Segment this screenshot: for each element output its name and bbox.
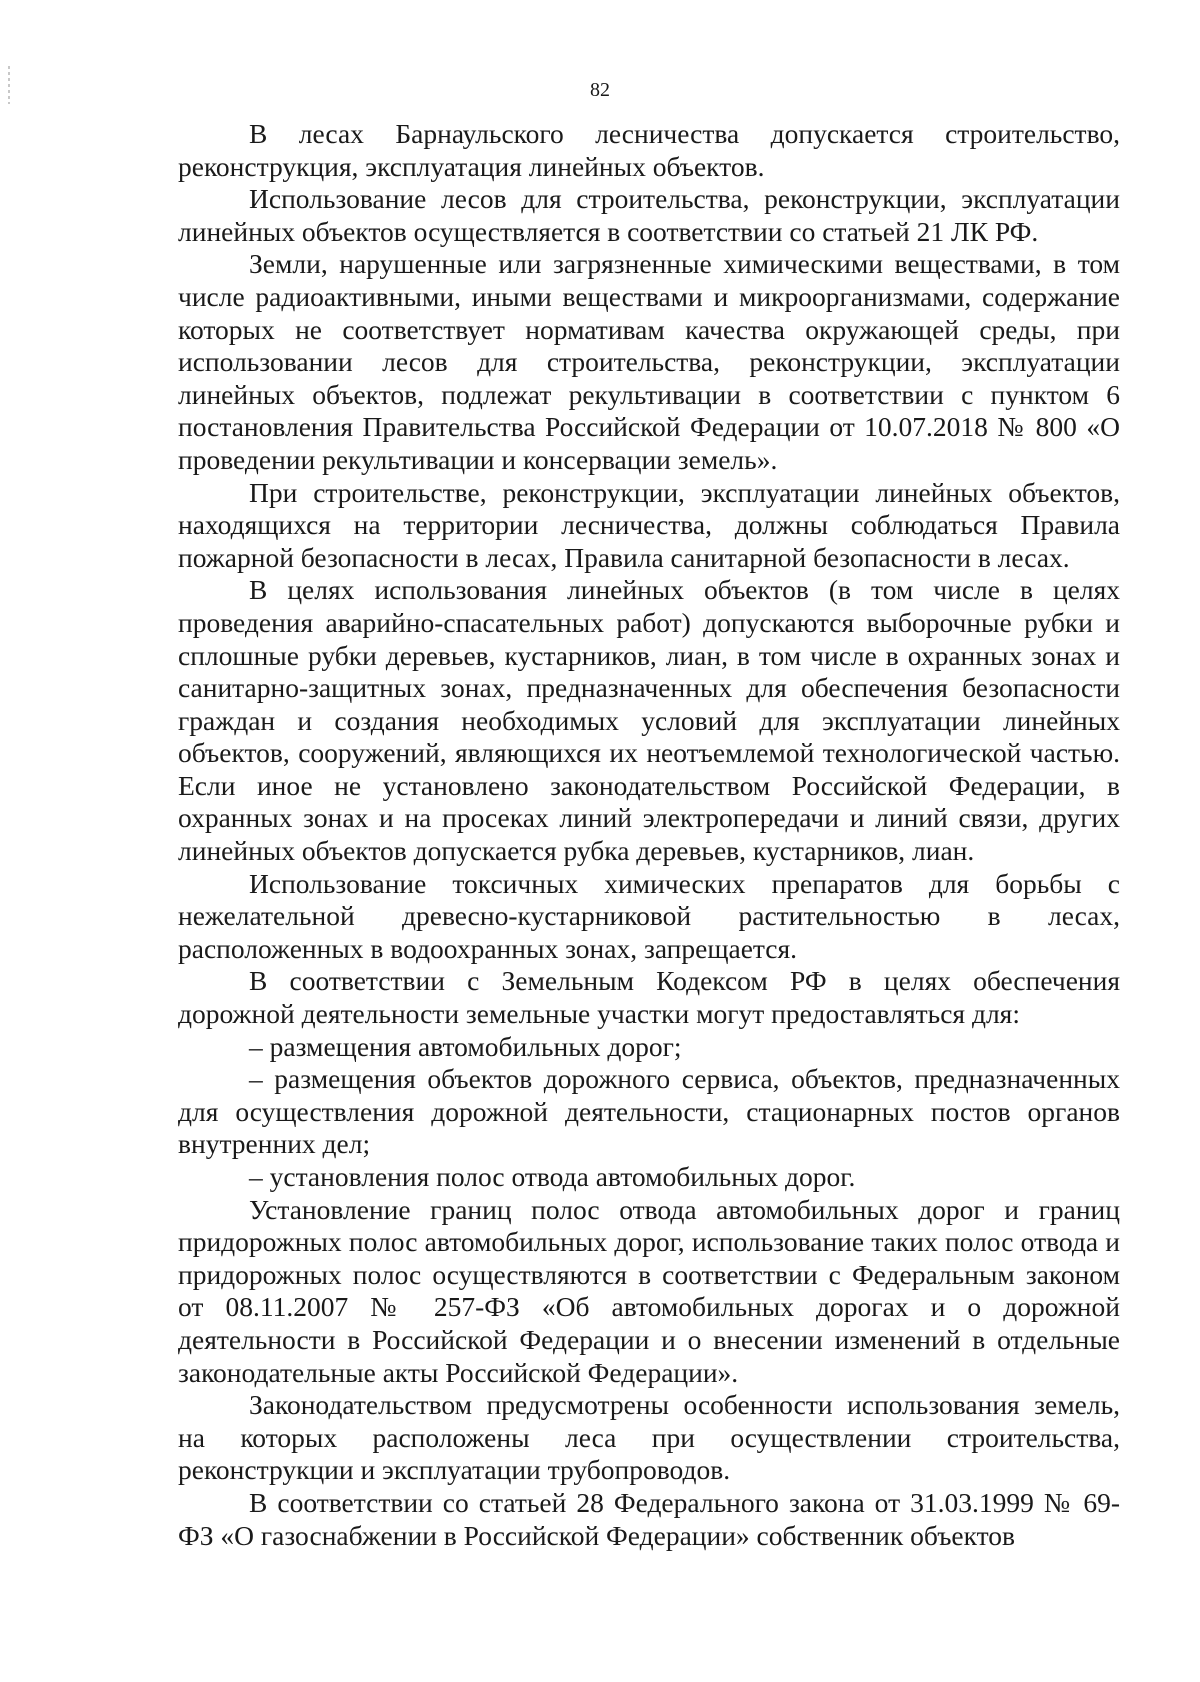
paragraph: В целях использования линейных объектов (в том числе в целях проведения аварийно-спасательных работ) допускаются выборочные рубки и сплошные рубки деревьев, кустарников, лиан, в том числе в охранных зонах и санитарно-защитных зонах, предназначенных для обеспечения безопасности граждан и создания необходимых условий для эксплуатации линейных объектов, сооружений, являющихся их неотъемлемой технологической частью. Если иное не установлено законодательством Российской Федерации, в охранных зонах и на просеках линий электропередачи и линий связи, других линейных объектов допускается рубка деревьев, кустарников, лиан. <box>178 574 1120 867</box>
paragraph: Использование лесов для строительства, реконструкции, эксплуатации линейных объектов осуществляется в соответствии со статьей 21 ЛК РФ. <box>178 183 1120 247</box>
paragraph: Земли, нарушенные или загрязненные химическими веществами, в том числе радиоактивными, иными веществами и микроорганизмами, содержание которых не соответствует нормативам качества окружающей среды, при использовании лесов для строительства, реконструкции, эксплуатации линейных объектов, подлежат рекультивации в соответствии с пунктом 6 постановления Правительства Российской Федерации от 10.07.2018 № 800 «О проведении рекультивации и консервации земель». <box>178 248 1120 475</box>
paragraph: При строительстве, реконструкции, эксплуатации линейных объектов, находящихся на территории лесничества, должны соблюдаться Правила пожарной безопасности в лесах, Правила санитарной безопасности в лесах. <box>178 476 1120 573</box>
paragraph: Использование токсичных химических препаратов для борьбы с нежелательной древесно-кустарниковой растительностью в лесах, расположенных в водоохранных зонах, запрещается. <box>178 867 1120 964</box>
list-item: – размещения автомобильных дорог; <box>249 1030 682 1062</box>
body-text <box>178 118 1120 1552</box>
paragraph: Законодательством предусмотрены особенности использования земель, на которых расположены леса при осуществлении строительства, реконструкции и эксплуатации трубопроводов. <box>178 1389 1120 1486</box>
paragraph: В соответствии со статьей 28 Федерального закона от 31.03.1999 № 69-ФЗ «О газоснабжении в Российской Федерации» собственник объектов <box>178 1486 1120 1551</box>
list-item: – размещения объектов дорожного сервиса, объектов, предназначенных для осуществления дорожной деятельности, стационарных постов органов внутренних дел; <box>178 1063 1120 1160</box>
paragraph: В соответствии с Земельным Кодексом РФ в целях обеспечения дорожной деятельности земельные участки могут предоставляться для: <box>178 965 1120 1030</box>
page-number: 82 <box>590 79 610 101</box>
paragraph: Установление границ полос отвода автомобильных дорог и границ придорожных полос автомобильных дорог, использование таких полос отвода и придорожных полос осуществляются в соответствии с Федеральным законом от 08.11.2007 № 257-ФЗ «Об автомобильных дорогах и о дорожной деятельности в Российской Федерации и о внесении изменений в отдельные законодательные акты Российской Федерации». <box>178 1193 1120 1388</box>
paragraph: В лесах Барнаульского лесничества допускается строительство, реконструкция, эксплуатация линейных объектов. <box>178 118 1120 182</box>
list-item: – установления полос отвода автомобильных дорог. <box>249 1161 856 1192</box>
